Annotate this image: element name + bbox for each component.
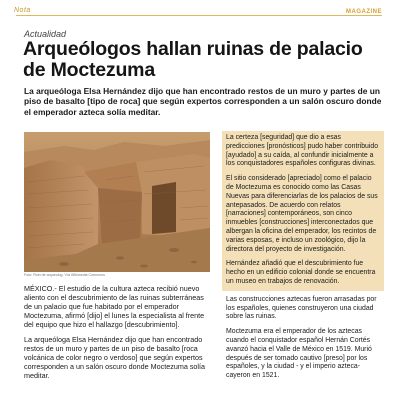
ruins-photo xyxy=(24,132,210,272)
page-header xyxy=(0,0,400,25)
photo-caption: Foto: Ruin de arqueolog. Vía Wikimedia Commons xyxy=(24,273,105,277)
box-paragraph: Hernández añadió que el descubrimiento fue hecho en un edificio colonial donde se encuentra un museo en trabajos de renovación. xyxy=(226,260,376,285)
highlight-box xyxy=(222,131,384,291)
body-paragraph: Moctezuma era el emperador de los aztecas cuando el conquistador español Hernán Cortés avanzó hacia el Valle de México en 1519. Murió después de ser tomado cautivo [preso] por los españoles, y la ciudad - y el imperio azteca- cayeron en 1521. xyxy=(226,328,372,380)
article-lead: La arqueóloga Elsa Hernández dijo que han encontrado restos de un muro y partes de un piso de basalto [tipo de roca] que según expertos corresponden a un salón oscuro donde el emperador azteca solía meditar. xyxy=(24,86,382,117)
box-paragraph: La certeza [seguridad] que dio a esas predicciones [pronósticos] pudo haber contribuido [ayudado] a su caída, al confundir inicialmente a los conquistadores españoles configuras divinas. xyxy=(226,134,379,168)
body-paragraph: Las construcciones aztecas fueron arrasadas por los españoles, quienes construyeron una ciudad sobre las ruinas. xyxy=(226,295,377,321)
body-paragraph: La arqueóloga Elsa Hernández dijo que han encontrado restos de un muro y partes de un piso de basalto [roca volcánica de color negro o verdoso] que según expertos corresponden a un salón oscuro donde Moctezuma solía meditar. xyxy=(24,335,205,380)
body-paragraph: MÉXICO.- El estudio de la cultura azteca recibió nuevo aliento con el descubrimiento de las ruinas subterráneas de un palacio que fue habitado por el emperador Moctezuma, afirmó [dijo] el lunes la especialista al frente del equipo que hizo el hallazgo [descubrimiento]. xyxy=(24,284,205,329)
magazine-label: MAGAZINE xyxy=(341,9,382,15)
article-kicker: Actualidad xyxy=(24,29,67,39)
section-label: Nota xyxy=(14,7,36,14)
left-column xyxy=(24,284,210,386)
right-column xyxy=(222,131,384,381)
box-paragraph: El sitio considerado [apreciado] como el palacio de Moctezuma es conocido como las Casas Nuevas para diferenciarlas de los palacios de sus antepasados. De acuerdo con relatos [narraciones] contemporáneos, son cinco inmuebles [construcciones] interconectados que albergan la oficina del emperador, los recintos de varias esposas, e incluso un zoológico, dijo la directora del proyecto de investigación. xyxy=(226,175,378,253)
header-rule xyxy=(16,15,382,16)
right-plain-text xyxy=(222,296,384,381)
article-title: Arqueólogos hallan ruinas de palacio de Moctezuma xyxy=(23,38,363,81)
